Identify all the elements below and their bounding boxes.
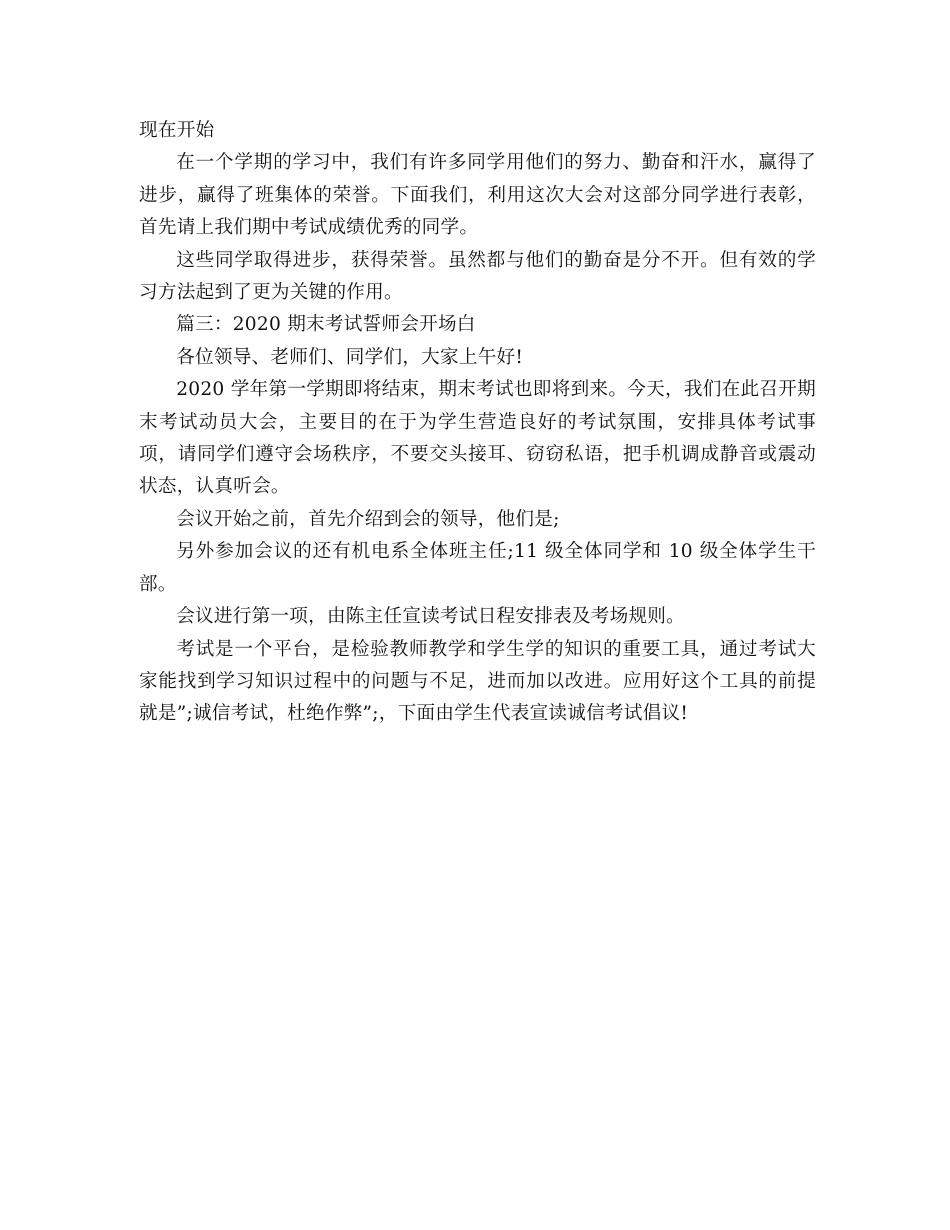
section-heading: 篇三：2020 期末考试誓师会开场白 xyxy=(176,314,476,336)
paragraph-continuation: 现在开始 xyxy=(139,120,215,141)
paragraph-study-method: 这些同学取得进步，获得荣誉。虽然都与他们的勤奋是分不开。但有效的学习方法起到了更为关键的作用。 xyxy=(139,249,816,304)
paragraph-leaders-intro: 会议开始之前，首先介绍到会的领导，他们是; xyxy=(176,508,560,530)
paragraph-greeting: 各位领导、老师们、同学们，大家上午好! xyxy=(176,346,524,368)
paragraph-commendation: 在一个学期的学习中，我们有许多同学用他们的努力、勤奋和汗水，赢得了进步，赢得了班集体的荣誉。下面我们，利用这次大会对这部分同学进行表彰，首先请上我们期中考试成绩优秀的同学。 xyxy=(139,152,816,239)
document-body xyxy=(139,115,816,731)
paragraph-integrity-exam: 考试是一个平台，是检验教师教学和学生学的知识的重要工具，通过考试大家能找到学习知识过程中的问题与不足，进而加以改进。应用好这个工具的前提就是”;诚信考试，杜绝作弊”;，下面由学生代表宣读诚信考试倡议! xyxy=(139,638,816,725)
paragraph-agenda-item-one: 会议进行第一项，由陈主任宣读考试日程安排表及考场规则。 xyxy=(176,606,685,628)
paragraph-attendees: 另外参加会议的还有机电系全体班主任;11 级全体同学和 10 级全体学生干部。 xyxy=(139,541,816,595)
paragraph-opening: 2020 学年第一学期即将结束，期末考试也即将到来。今天，我们在此召开期末考试动员大会，主要目的在于为学生营造良好的考试氛围，安排具体考试事项，请同学们遵守会场秩序，不要交头接耳、窃窃私语，把手机调成静音或震动状态，认真听会。 xyxy=(139,379,816,498)
